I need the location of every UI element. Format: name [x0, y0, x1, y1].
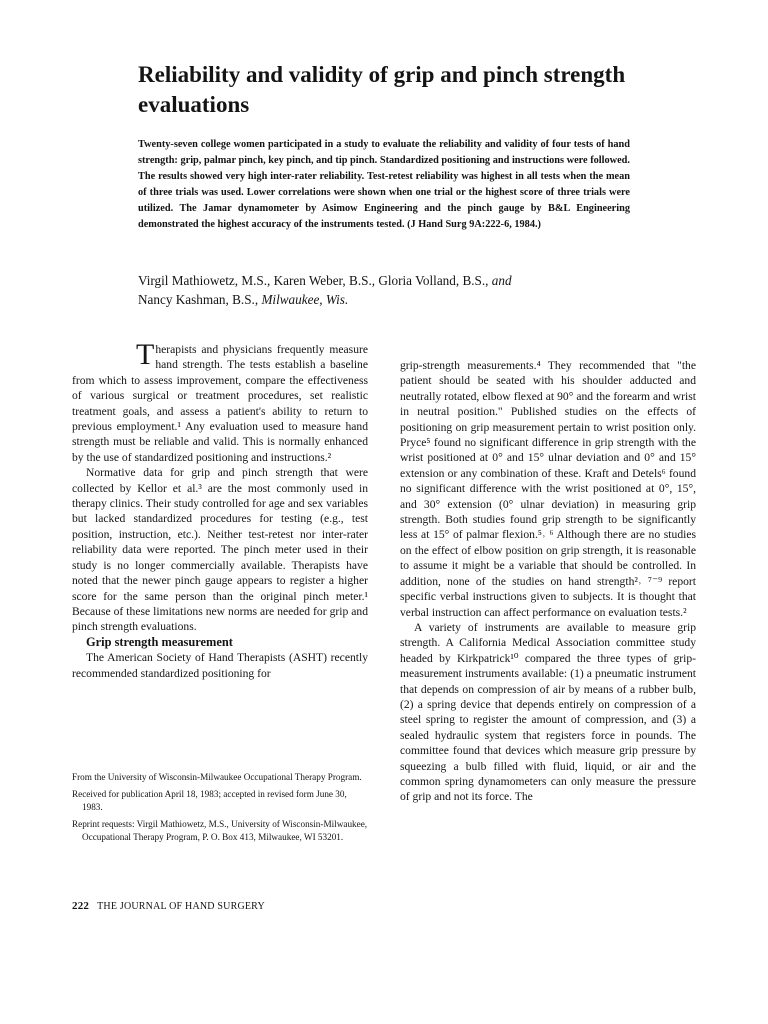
asht-paragraph: The American Society of Hand Therapists (ASHT) recently recommended standardized positioning for [72, 651, 368, 680]
article-title: Reliability and validity of grip and pinch strength evaluations [138, 62, 626, 117]
footnote-reprints: Reprint requests: Virgil Mathiowetz, M.S., University of Wisconsin-Milwaukee, Occupational Therapy Program, P. O. Box 413, Milwaukee, WI 53201. [72, 819, 368, 842]
normative-data-paragraph: Normative data for grip and pinch strength that were collected by Kellor et al.³ are the most commonly used in therapy clinics. Their study controlled for age and sex variables but lacked standardized procedures for testing (e.g., test position, instruction, etc.). Neither test-retest nor inter-rater reliability data were reported. The pinch meter used in their study is no longer commercially available. Therapists have noted that the newer pinch gauge appears to register a higher score for the same person than the original pinch meter.¹ Because of these limitations new norms are needed for grip and pinch strength evaluations. [72, 466, 368, 634]
author-block [138, 271, 698, 309]
page-number: 222 [72, 900, 90, 912]
page-footer [72, 900, 265, 912]
footnotes [72, 771, 368, 848]
intro-paragraph [72, 338, 368, 465]
instruments-paragraph: A variety of instruments are available to measure grip strength. A California Medical Association committee study headed by Kirkpatrick¹⁰ compared the three types of grip-measurement instruments available: (1) a pneumatic instrument that depends on compression of air by means of a rubber bulb, (2) a spring device that depends entirely on compression of a steel spring to register the amount of compression, and (3) a sealed hydraulic system that registers force in pounds. The committee found that devices which measure grip pressure by squeezing a bulb filled with fluid, liquid, or air and the common spring dynamometers can only measure the pressure of grip and not its force. The [400, 620, 696, 804]
positioning-paragraph: grip-strength measurements.⁴ They recommended that "the patient should be seated with his shoulder adducted and neutrally rotated, elbow flexed at 90° and the forearm and wrist in neutral position." Published studies on the effects of positioning on grip measurement pertain to wrist position only. Pryce⁵ found no significant difference in grip strength with the wrist positioned at 0° and 15° ulnar deviation and 0° and 15° extension or any combination of these. Kraft and Detels⁶ found no significant difference with the wrist positioned at 0°, 15°, and 30° extension (0° ulnar deviation) in measuring grip strength. Both studies found grip strength to be significantly less at 15° of palmar flexion.⁵˒ ⁶ Although there are no studies on the effect of elbow position on grip strength, it is reasonable to assume it might be a variable that should be controlled. In addition, none of the studies on hand strength²˒ ⁷⁻⁹ report specific verbal instructions given to subjects. It is thought that verbal instruction can affect performance on evaluation tests.² [400, 359, 696, 619]
author-and: and [491, 273, 512, 288]
journal-name: THE JOURNAL OF HAND SURGERY [97, 901, 265, 912]
author-line-2: Nancy Kashman, B.S., [138, 292, 262, 307]
right-column [400, 358, 696, 805]
footnote-received: Received for publication April 18, 1983; accepted in revised form June 30, 1983. [72, 789, 347, 812]
author-line-1: Virgil Mathiowetz, M.S., Karen Weber, B.S., Gloria Volland, B.S., [138, 273, 492, 288]
intro-text: herapists and physicians frequently measure hand strength. The tests establish a baseline from which to assess improvement, compare the effectiveness of various surgical or treatment procedures, set realistic treatment goals, and assess a patient's ability to return to previous employment.¹ Any evaluation used to measure hand strength must be reliable and valid. This is normally enhanced by the use of standardized positioning and instructions.² [72, 343, 368, 464]
drop-cap: T [136, 338, 155, 371]
section-heading: Grip strength measurement [86, 634, 233, 649]
left-column [72, 338, 368, 681]
footnote-affiliation: From the University of Wisconsin-Milwaukee Occupational Therapy Program. [72, 772, 362, 782]
author-location: Milwaukee, Wis. [261, 292, 349, 307]
abstract: Twenty-seven college women participated in a study to evaluate the reliability and validity of four tests of hand strength: grip, palmar pinch, key pinch, and tip pinch. Standardized positioning and instructions were followed. The results showed very high inter-rater reliability. Test-retest reliability was highest in all tests when the mean of three trials was used. Lower correlations were shown when one trial or the highest score of three trials were utilized. The Jamar dynamometer by Asimow Engineering and the pinch gauge by B&L Engineering demonstrated the highest accuracy of the instruments tested. (J Hand Surg 9A:222-6, 1984.) [138, 139, 630, 230]
